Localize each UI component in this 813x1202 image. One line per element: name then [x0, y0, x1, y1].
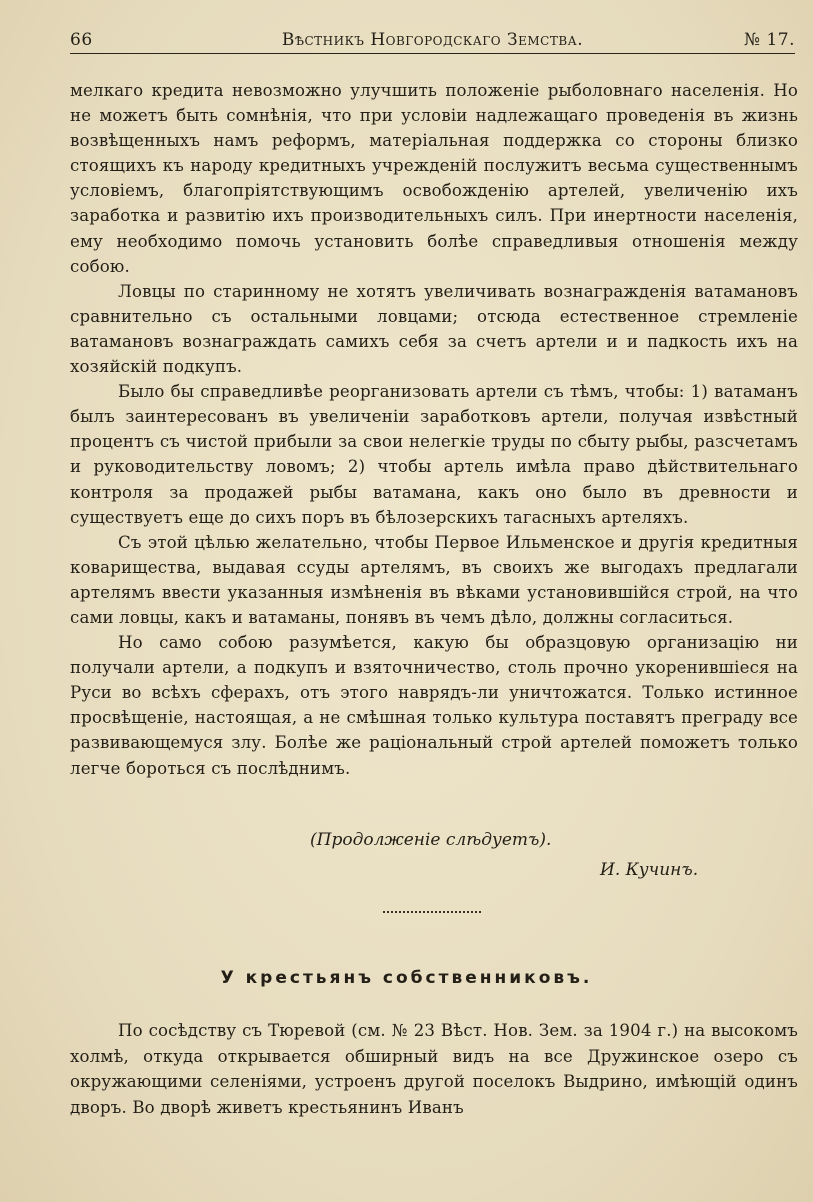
- paragraph: мелкаго кредита невозможно улучшить положеніе рыболовнаго населенія. Но не можетъ быть сомнѣнія, что при условіи надлежащаго проведенія въ жизнь возвѣщенныхъ намъ реформъ, матеріальная поддержка со стороны близко стоящихъ къ народу кредитныхъ учрежденій послужитъ весьма существеннымъ условіемъ, благопріятствующимъ освобожденію артелей, увеличенію ихъ заработка и развитію ихъ производительныхъ силъ. При инертности населенія, ему необходимо помочь установить болѣе справедливыя отношенія между собою.: [70, 81, 798, 276]
- article-body: [70, 78, 798, 781]
- author-signature: И. Кучинъ.: [600, 860, 699, 880]
- section-divider: [383, 911, 481, 921]
- paragraph: Ловцы по старинному не хотятъ увеличивать вознагражденія ватамановъ сравнительно съ остальными ловцами; отсюда естественное стремленіе ватамановъ вознаграждать самихъ себя за счетъ артели и и падкость ихъ на хозяйскій подкупъ.: [70, 281, 798, 377]
- page-number: 66: [70, 30, 93, 50]
- paragraph: Но само собою разумѣется, какую бы образцовую организацію ни получали артели, а подкупъ и взяточничество, столь прочно укоренившіеся на Руси во всѣхъ сферахъ, отъ этого наврядъ-ли уничтожатся. Только истинное просвѣщеніе, настоящая, а не смѣшная только культура поставятъ преграду все развивающемуся злу. Болѣе же раціональный строй артелей поможетъ только легче бороться съ послѣднимъ.: [70, 633, 798, 778]
- journal-title: Вѣстникъ Новгородскаго Земства.: [281, 30, 584, 50]
- issue-number: № 17.: [743, 30, 795, 50]
- paragraph: Съ этой цѣлью желательно, чтобы Первое Ильменское и другія кредитныя коварищества, выдавая ссуды артелямъ, въ своихъ же выгодахъ предлагали артелямъ ввести указанныя измѣненія въ вѣками установившійся строй, на что сами ловцы, какъ и ватаманы, понявъ въ чемъ дѣло, должны согласиться.: [70, 532, 798, 627]
- continuation-note: (Продолженіе слѣдуетъ).: [310, 830, 552, 850]
- section-body: [70, 1018, 798, 1120]
- section-title: У крестьянъ собственниковъ.: [220, 968, 593, 988]
- paragraph: Было бы справедливѣе реорганизовать артели съ тѣмъ, чтобы: 1) ватаманъ былъ заинтересованъ въ увеличеніи заработковъ артели, получая извѣстный процентъ съ чистой прибыли за свои нелегкіе труды по сбыту рыбы, разсчетамъ и руководительству ловомъ; 2) чтобы артель имѣла право дѣйствительнаго контроля за продажей рыбы ватамана, какъ оно было въ древности и существуетъ еще до сихъ поръ въ бѣлозерскихъ тагасныхъ артеляхъ.: [70, 382, 798, 527]
- page-header: [70, 30, 795, 52]
- paragraph: По сосѣдству съ Тюревой (см. № 23 Вѣст. Нов. Зем. за 1904 г.) на высокомъ холмѣ, откуда открывается обширный видъ на все Дружинское озеро съ окружающими селеніями, устроенъ другой поселокъ Выдрино, имѣющій одинъ дворъ. Во дворѣ живетъ крестьянинъ Иванъ: [70, 1021, 798, 1117]
- header-rule: [70, 53, 795, 54]
